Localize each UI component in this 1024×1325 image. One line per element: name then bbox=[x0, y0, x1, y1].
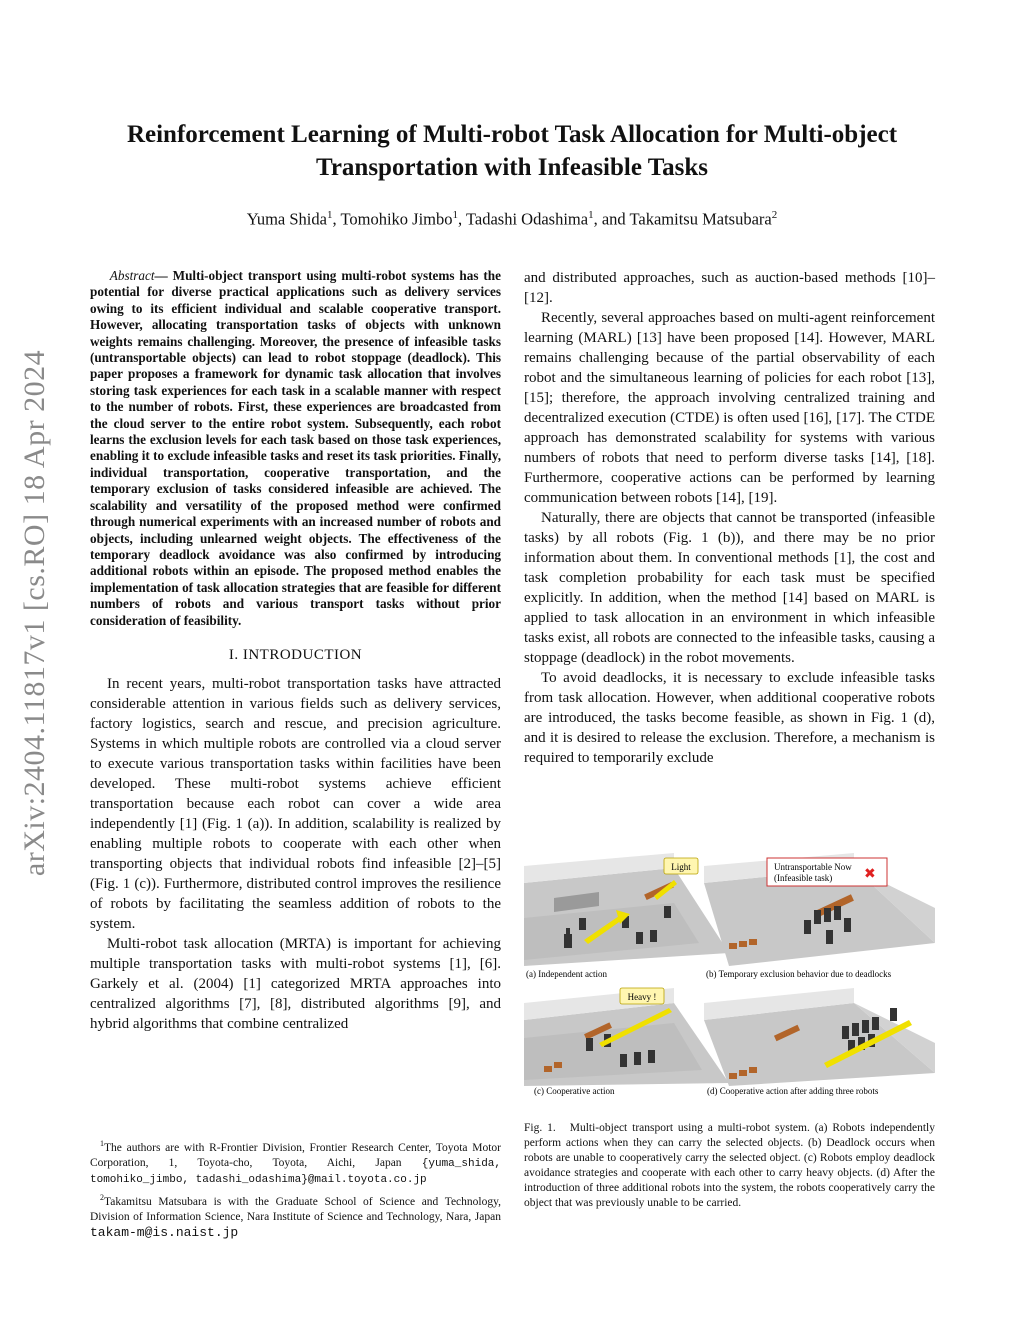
author-list: Yuma Shida$^1$, Tomohiko Jimbo$^1$, Tadashi Odashima$^1$, and Takamitsu Matsubara$^2$ bbox=[246, 209, 778, 229]
footnote-email: takam-m@is.naist.jp bbox=[90, 1224, 239, 1240]
callout-untransportable-subtext: (Infeasible task) bbox=[774, 873, 833, 883]
author: Tadashi Odashima bbox=[465, 209, 589, 229]
panel-b-label: (b) Temporary exclusion behavior due to deadlocks bbox=[706, 969, 892, 979]
author: and Takamitsu Matsubara bbox=[601, 209, 772, 229]
author: Tomohiko Jimbo bbox=[340, 209, 453, 229]
footnote-text: Takamitsu Matsubara is with the Graduate School of Science and Technology, Division of Information Science, Nara Institute of Science and Technology, Nara, Japan bbox=[90, 1195, 501, 1223]
abstract-label: Abstract bbox=[109, 268, 155, 283]
paragraph: Multi-robot task allocation (MRTA) is important for achieving multiple transportation tasks with multi-robot systems [1], [6]. Garkely et al. (2004) [1] categorized MRTA approaches into centralized algorithms [7], [8], distributed algorithms [9], and hybrid algorithms that combine centralized bbox=[90, 935, 501, 1032]
paragraph: In recent years, multi-robot transportation tasks have attracted considerable attention in various fields such as delivery services, factory logistics, search and rescue, and precision agriculture. Systems in which multiple robots are controlled via a cloud server to execute various transportation tasks within facilities have been developed. These multi-robot systems achieve efficient transportation because each robot can cover a wide area independently [1] (Fig. 1 (a)). In addition, scalability is realized by enabling multiple robots to cooperate with each other when transporting objects that individual robots find infeasible [2]–[5] (Fig. 1 (c)). Furthermore, distributed control improves the resilience of robots by facilitating the seamless addition of robots to the system. bbox=[90, 675, 501, 932]
panel-a-label: (a) Independent action bbox=[526, 969, 607, 979]
author-affiliation: 2 bbox=[771, 209, 778, 221]
right-column bbox=[524, 268, 935, 768]
author-affiliation: 1 bbox=[326, 209, 333, 221]
callout-untransportable-text: Untransportable Now bbox=[774, 862, 852, 872]
abstract bbox=[90, 268, 501, 629]
footnote-mark: 1 bbox=[100, 1139, 104, 1148]
arxiv-id: arXiv:2404.11817v1 [cs.RO] 18 Apr 2024 bbox=[18, 349, 51, 876]
author-affiliation: 1 bbox=[588, 209, 594, 221]
paragraph: To avoid deadlocks, it is necessary to exclude infeasible tasks from task allocation. However, when additional cooperative robots are introduced, the tasks become feasible, as shown in Fig. 1 (d), and it is desired to release the exclusion. Therefore, a mechanism is required to temporarily exclude bbox=[524, 670, 935, 766]
callout-heavy-text: Heavy ! bbox=[627, 992, 657, 1002]
panel-b-scene bbox=[704, 853, 935, 979]
footnote-email: {yuma_shida, tomohiko_jimbo, tadashi_odashima}@mail.toyota.co.jp bbox=[90, 1157, 501, 1186]
left-column bbox=[90, 268, 501, 1034]
arxiv-watermark bbox=[14, 320, 56, 905]
paragraph: Naturally, there are objects that cannot be transported (infeasible tasks) by all robots (Fig. 1 (b)), and there may be no prior information about them. In conventional methods [1], the cost and task completion probability for each task must be specified explicitly. In addition, when the method [14] based on MARL is applied to task allocation in an environment in which infeasible tasks exist, all robots are connected to the infeasible tasks, causing a stoppage (deadlock) in the robot movements. bbox=[524, 510, 935, 666]
footnote-1 bbox=[90, 1136, 501, 1188]
footnote-2 bbox=[90, 1190, 501, 1241]
panel-a-scene bbox=[524, 853, 729, 979]
abstract-dash: — bbox=[154, 268, 168, 283]
panel-d-label: (d) Cooperative action after adding three robots bbox=[707, 1086, 879, 1096]
panel-d-scene bbox=[704, 988, 935, 1096]
paragraph: and distributed approaches, such as auction-based methods [10]–[12]. bbox=[524, 270, 935, 306]
figure-1 bbox=[524, 848, 935, 1096]
panel-c-scene bbox=[524, 988, 729, 1096]
callout-light-text: Light bbox=[671, 862, 691, 872]
author: Yuma Shida bbox=[246, 209, 327, 229]
caption-label: Fig. 1. bbox=[524, 1122, 556, 1134]
panel-c-label: (c) Cooperative action bbox=[534, 1086, 615, 1096]
paragraph: Recently, several approaches based on multi-agent reinforcement learning (MARL) [13] have been proposed [14]. However, MARL remains challenging because of the partial observability of each robot and the simultaneous learning of policies for each robot [13], [15]; therefore, the approach involving centralized training and decentralized execution (CTDE) is often used [16], [17]. The CTDE approach has demonstrated scalability for systems with various numbers of robots that need to perform diverse tasks [14], [18]. Furthermore, cooperative actions can be performed by learning communication between robots [14], [19]. bbox=[524, 310, 935, 506]
footnotes bbox=[90, 1136, 501, 1243]
caption-text: Multi-object transport using a multi-robot system. (a) Robots independently perform actions when they can carry the selected objects. (b) Deadlock occurs when robots are unable to cooperatively carry the selected object. (c) Robots employ deadlock avoidance strategies and cooperate with each other to carry heavy objects. (d) After the introduction of three additional robots into the system, the robots cooperatively carry the object that was previously unable to be carried. bbox=[524, 1122, 936, 1209]
paper-title: Reinforcement Learning of Multi-robot Task Allocation for Multi-object Transportation with Infeasible Tasks bbox=[126, 121, 898, 181]
footnote-mark: 2 bbox=[100, 1192, 104, 1202]
footnote-text: The authors are with R-Frontier Division, Frontier Research Center, Toyota Motor Corporation, 1, Toyota-cho, Toyota, Aichi, Japan bbox=[90, 1141, 501, 1169]
red-x-icon: ✖ bbox=[864, 867, 876, 882]
abstract-text: Multi-object transport using multi-robot systems has the potential for diverse practical applications such as delivery services owing to its efficient individual and scalable cooperative transport. However, allocating transportation tasks of objects with unknown weights remains challenging. Moreover, the presence of infeasible tasks (untransportable objects) can lead to robot stoppage (deadlock). This paper proposes a framework for dynamic task allocation that involves storing task experiences for each task in a scalable manner with respect to the number of robots. First, these experiences are broadcasted from the cloud server to the entire robot system. Subsequently, each robot learns the exclusion levels for each task based on those task experiences, enabling it to exclude infeasible tasks and reset its task priorities. Finally, individual transportation, cooperative transportation, and the temporary exclusion of tasks considered infeasible are achieved. The scalability and versatility of the proposed method were confirmed through numerical experiments with an increased number of robots and objects, including unlearned weight objects. The effectiveness of the temporary deadlock avoidance was also confirmed by introducing additional robots within an episode. The proposed method enables the implementation of task allocation strategies that are feasible for different numbers of robots and various transport tasks without prior consideration of feasibility. bbox=[90, 268, 501, 628]
section-heading-introduction: I. INTRODUCTION bbox=[228, 646, 363, 663]
author-affiliation: 1 bbox=[452, 209, 458, 221]
figure-caption bbox=[524, 1121, 935, 1211]
